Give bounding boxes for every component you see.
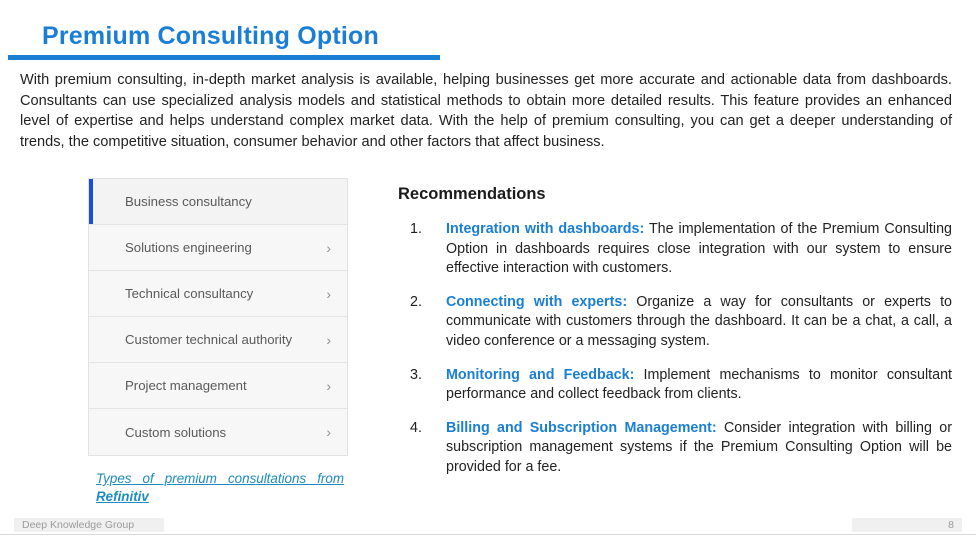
list-item-label: Business consultancy: [125, 194, 252, 209]
chevron-right-icon[interactable]: ›: [326, 331, 331, 348]
footer-brand: Deep Knowledge Group: [14, 518, 164, 532]
source-link-brand: Refinitiv: [96, 489, 149, 504]
list-item[interactable]: [89, 409, 347, 455]
chevron-right-icon[interactable]: ›: [326, 285, 331, 302]
recommendation-item: [398, 220, 952, 279]
recommendation-number: 2.: [410, 293, 422, 310]
recommendation-item: [398, 293, 952, 352]
recommendation-lead: Integration with dashboards:: [446, 221, 645, 237]
consultancy-list: [88, 178, 348, 456]
list-item-label: Solutions engineering: [125, 240, 252, 255]
recommendations-heading: Recommendations: [398, 185, 546, 203]
recommendation-body: [446, 419, 952, 478]
recommendation-lead: Monitoring and Feedback:: [446, 366, 635, 383]
list-item[interactable]: [89, 271, 347, 317]
recommendation-text: Implement mechanisms to monitor consultant performance and collect feedback from clients.: [446, 366, 952, 403]
recommendation-number: 4.: [410, 419, 422, 436]
recommendation-body: [446, 293, 952, 352]
chevron-right-icon[interactable]: ›: [326, 239, 331, 256]
page-title: Premium Consulting Option: [42, 22, 379, 50]
intro-paragraph: With premium consulting, in-depth market analysis is available, helping businesses get more accurate and actionable data from dashboards. Consultants can use specialized analysis models and statistical methods to obtain more detailed results. This feature provides an enhanced level of expertise and helps understand complex market data. With the help of premium consulting, you can get a deeper understanding of trends, the competitive situation, consumer behavior and other factors that affect business.: [20, 72, 952, 150]
chevron-right-icon[interactable]: ›: [326, 377, 331, 394]
chevron-right-icon[interactable]: ›: [326, 424, 331, 440]
title-underline-rule: [8, 55, 440, 60]
recommendation-body: [446, 220, 952, 279]
recommendation-number: 1.: [410, 221, 422, 237]
list-item-label: Project management: [125, 378, 247, 393]
list-item[interactable]: [89, 225, 347, 271]
source-link[interactable]: [96, 470, 344, 506]
recommendation-text: The implementation of the Premium Consulting Option in dashboards requires close integration with our system to ensure effective interaction with customers.: [446, 221, 952, 277]
recommendation-lead: Connecting with experts:: [446, 293, 628, 310]
recommendation-body: [446, 366, 952, 405]
list-item-label: Technical consultancy: [125, 286, 254, 301]
list-item[interactable]: [89, 317, 347, 363]
recommendations-list: [398, 220, 952, 492]
list-item[interactable]: [89, 363, 347, 409]
source-link-text: Types of premium consultations from: [96, 471, 344, 486]
recommendation-text: Organize a way for consultants or experts to communicate with customers through the dashboard. It can be a chat, a call, a video conference or a messaging system.: [446, 293, 952, 349]
recommendation-item: [398, 366, 952, 405]
recommendation-item: [398, 419, 952, 478]
recommendation-lead: Billing and Subscription Management:: [446, 419, 717, 436]
recommendation-text: Consider integration with billing or subscription management systems if the Premium Consulting Option will be provided for a fee.: [446, 419, 952, 475]
list-item-label: Custom solutions: [125, 424, 227, 440]
footer-page-number: 8: [852, 518, 962, 532]
list-item-label: Customer technical authority: [125, 332, 293, 347]
footer-divider: [0, 534, 976, 535]
recommendation-number: 3.: [410, 366, 422, 383]
list-item[interactable]: [89, 179, 347, 225]
